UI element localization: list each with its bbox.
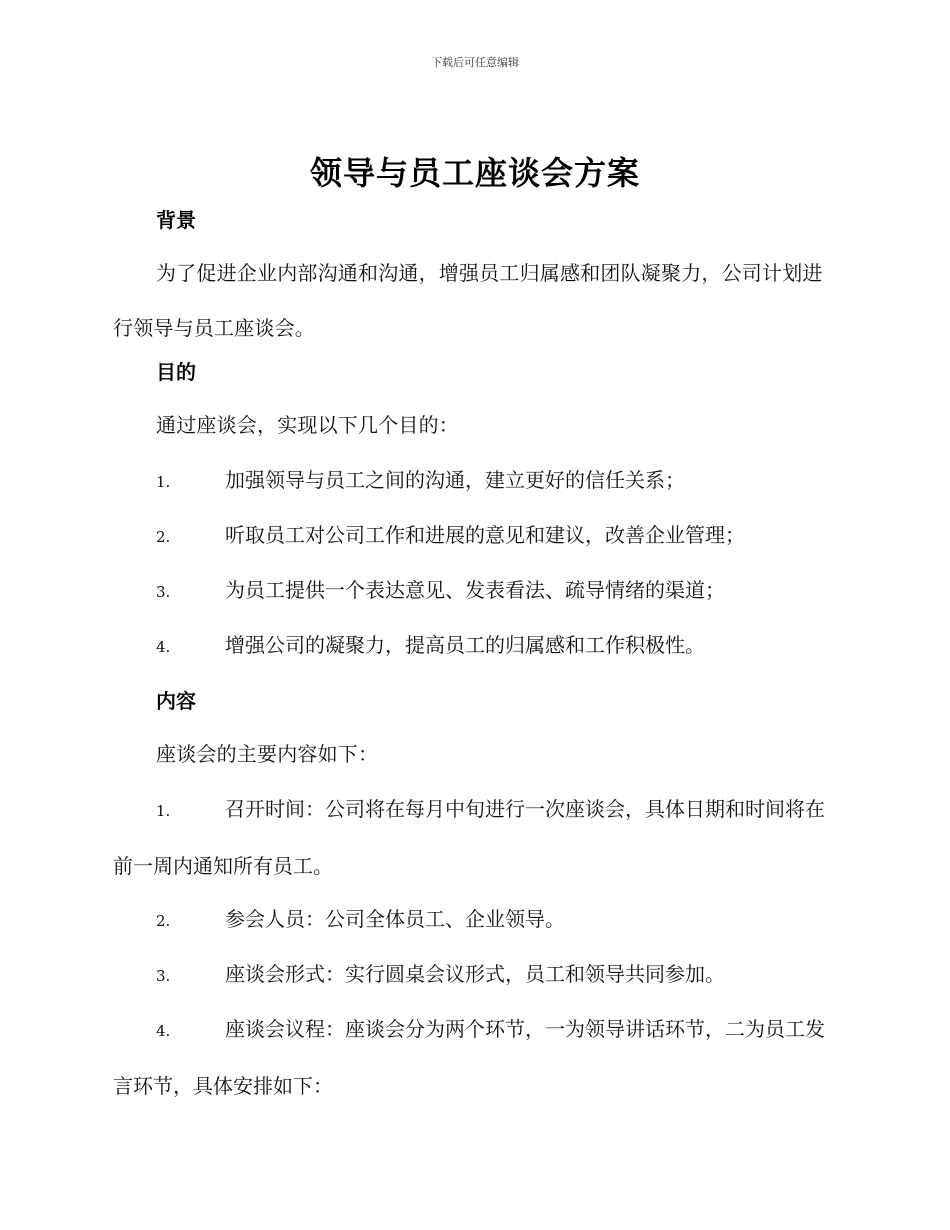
list-number: 4. xyxy=(156,1022,171,1040)
list-text: 加强领导与员工之间的沟通，建立更好的信任关系； xyxy=(225,468,685,492)
page-title: 领导与员工座谈会方案 xyxy=(309,154,640,192)
list-text: 为员工提供一个表达意见、发表看法、疏导情绪的渠道； xyxy=(225,578,725,602)
purpose-list-item xyxy=(113,618,835,675)
list-text: 召开时间：公司将在每月中旬进行一次座谈会，具体日期和时间将在前一周内通知所有员工。 xyxy=(113,797,825,878)
background-paragraph: 为了促进企业内部沟通和沟通，增强员工归属感和团队凝聚力，公司计划进行领导与员工座谈会。 xyxy=(113,261,823,340)
list-number: 4. xyxy=(156,638,171,656)
content-list-item xyxy=(113,1002,835,1114)
content-intro: 座谈会的主要内容如下： xyxy=(156,742,379,766)
list-number: 2. xyxy=(156,912,171,930)
list-number: 1. xyxy=(156,473,171,491)
purpose-list-item xyxy=(113,563,835,620)
section-heading-content: 内容 xyxy=(156,689,196,713)
list-text: 听取员工对公司工作和进展的意见和建议，改善企业管理； xyxy=(225,523,745,547)
section-heading-background: 背景 xyxy=(156,208,196,232)
list-text: 增强公司的凝聚力，提高员工的归属感和工作积极性。 xyxy=(225,633,705,657)
purpose-list-item xyxy=(113,453,835,510)
content-list-item xyxy=(113,892,835,949)
purpose-intro: 通过座谈会，实现以下几个目的： xyxy=(156,413,459,437)
header-note: 下载后可任意编辑 xyxy=(431,56,519,69)
section-heading-purpose: 目的 xyxy=(156,360,196,384)
list-number: 1. xyxy=(156,802,171,820)
list-number: 2. xyxy=(156,528,171,546)
list-number: 3. xyxy=(156,583,171,601)
purpose-list-item xyxy=(113,508,835,565)
list-text: 座谈会形式：实行圆桌会议形式，员工和领导共同参加。 xyxy=(225,962,725,986)
content-list-item xyxy=(113,782,835,894)
content-list-item xyxy=(113,947,835,1004)
list-number: 3. xyxy=(156,967,171,985)
list-text: 座谈会议程：座谈会分为两个环节，一为领导讲话环节，二为员工发言环节，具体安排如下： xyxy=(113,1017,825,1098)
list-text: 参会人员：公司全体员工、企业领导。 xyxy=(225,907,565,931)
